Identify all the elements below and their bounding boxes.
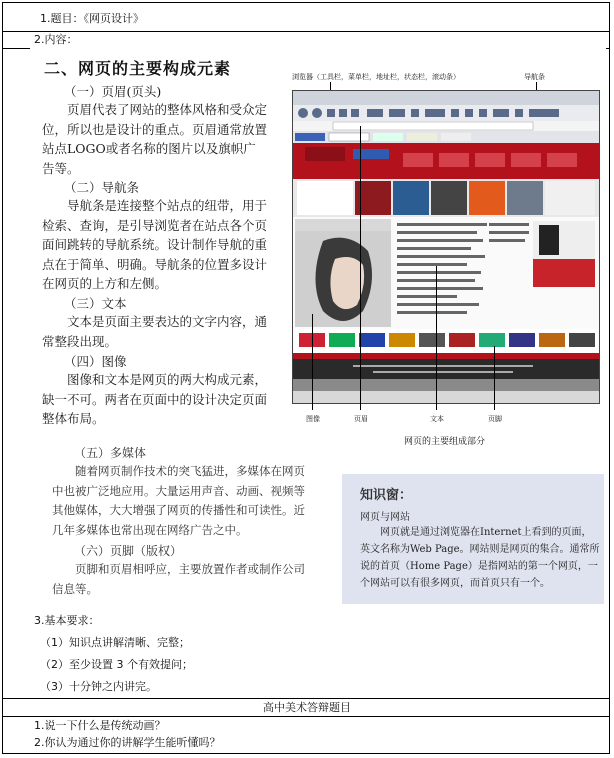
subheading-image: （四）图像 xyxy=(64,354,127,369)
paragraph-text: 文本是页面主要表达的文字内容，通常整段出现。 xyxy=(42,314,268,349)
defense-question: 1.说一下什么是传统动画？ xyxy=(34,719,166,732)
paragraph-nav: 导航条是连接整个站点的纽带，用于检索、查询，是引导浏览者在站点各个页面间跳转的导航系统。设计制作导航的重点在于简单、明确。导航条的位置多设计在网页的上方和左侧。 xyxy=(42,198,268,291)
figure-label-navbar: 导航条 xyxy=(524,73,545,81)
requirement-item: （3）十分钟之内讲完。 xyxy=(40,680,157,693)
knowledge-box xyxy=(342,474,604,604)
subheading-text: （三）文本 xyxy=(64,296,127,311)
label-leader-line xyxy=(436,266,437,410)
figure-label-header: 页眉 xyxy=(354,415,368,423)
subheading-multimedia: （五）多媒体 xyxy=(74,446,147,460)
paragraph-image: 图像和文本是网页的两大构成元素，缺一不可。两者在页面中的设计决定页面整体布局。 xyxy=(42,372,268,426)
requirements-label: 3.基本要求： xyxy=(34,614,100,627)
subheading-nav: （二）导航条 xyxy=(64,180,140,195)
subheading-footer: （六）页脚（版权） xyxy=(74,544,183,558)
knowledge-box-subtitle: 网页与网站 xyxy=(360,512,410,523)
textbook-scan xyxy=(30,46,606,612)
paragraph-multimedia: 随着网页制作技术的突飞猛进，多媒体在网页中也被广泛地应用。大量运用声音、动画、视频等其他媒体，大大增强了网页的传播性和可读性。近几年多媒体也常出现在网络广告之中。 xyxy=(52,464,305,537)
figure-label-browser: 浏览器（工具栏，菜单栏，地址栏，状态栏，滚动条） xyxy=(292,73,460,81)
figure-label-footer: 页脚 xyxy=(488,415,502,423)
webpage-screenshot-figure xyxy=(292,90,600,404)
label-leader-line xyxy=(360,126,361,410)
subheading-header: （一）页眉(页头) xyxy=(64,84,162,99)
label-leader-line xyxy=(494,346,495,410)
paragraph-header: 页眉代表了网站的整体风格和受众定位，所以也是设计的重点。页眉通常放置站点LOGO或者名称的图片以及旗帜广告等。 xyxy=(42,102,268,176)
knowledge-box-title: 知识窗： xyxy=(360,488,413,503)
knowledge-box-text: 网页就是通过浏览器在Internet上看到的页面，英文名称为Web Page。网站则是网页的集合。通常所说的首页（Home Page）是指网站的第一个网页，一个网站可以有很多网页，而首页只有一个。 xyxy=(360,527,600,589)
requirement-item: （2）至少设置 3 个有效提问； xyxy=(40,658,193,671)
paragraph-footer: 页脚和页眉相呼应，主要放置作者或制作公司信息等。 xyxy=(52,562,305,596)
figure-caption: 网页的主要组成部分 xyxy=(404,437,486,447)
label-leader-line xyxy=(312,314,313,410)
row-divider xyxy=(2,698,610,699)
requirement-item: （1）知识点讲解清晰、完整； xyxy=(40,636,190,649)
row-divider xyxy=(2,716,610,717)
section-title: 二、网页的主要构成元素 xyxy=(44,59,232,78)
defense-title: 高中美术答辩题目 xyxy=(263,701,351,714)
content-label: 2.内容： xyxy=(34,33,78,46)
defense-question: 2.你认为通过你的讲解学生能听懂吗？ xyxy=(34,736,221,749)
topic-line: 1.题目：《网页设计》 xyxy=(40,12,144,25)
figure-label-image: 图像 xyxy=(306,415,320,423)
webpage-illustration xyxy=(293,91,599,403)
row-divider xyxy=(2,31,610,32)
figure-label-text: 文本 xyxy=(430,415,444,423)
